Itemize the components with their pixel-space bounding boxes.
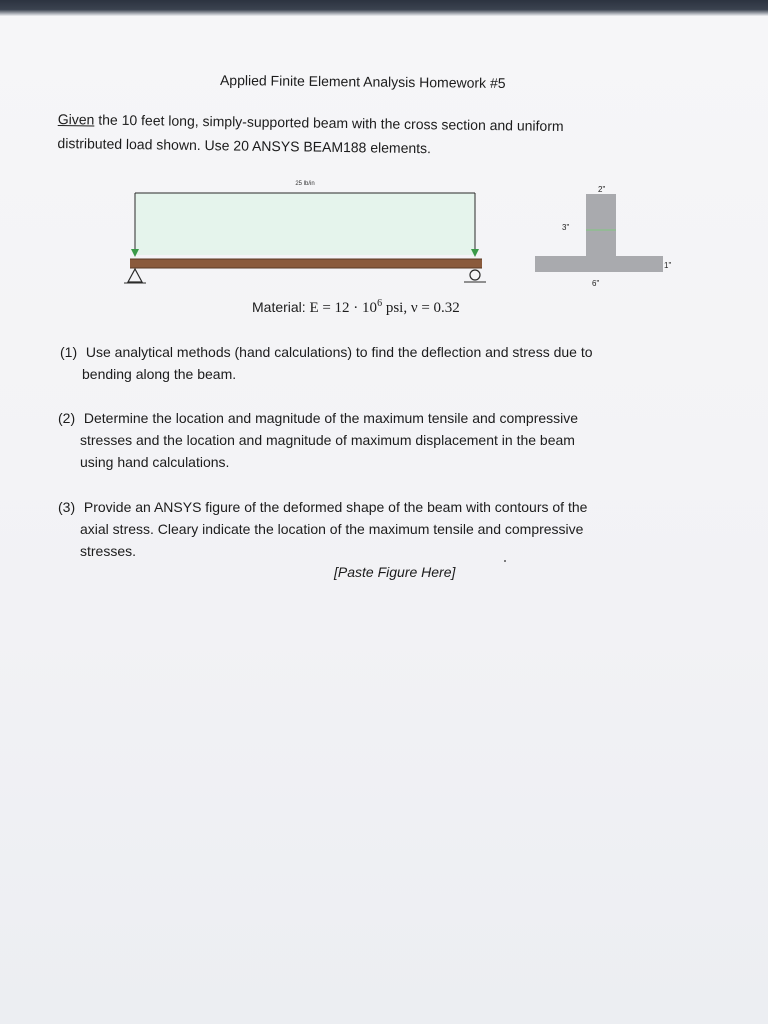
roller-support [470,270,480,280]
stray-mark [504,560,506,562]
section-flange [535,256,663,272]
question-3-number: (3) [58,499,76,515]
question-1-text-1: Use analytical methods (hand calculations) to find the deflection and stress due to [85,344,593,360]
document-title: Applied Finite Element Analysis Homework #5 [219,72,506,91]
question-2-line-1 [58,407,698,429]
web-height-label: 3" [562,223,570,232]
question-2 [58,407,698,473]
material-properties [252,298,460,317]
question-1-line-2: bending along the beam. [82,366,237,382]
material-equation: E = 12 · 10 [309,300,378,316]
cross-section-diagram [530,182,680,292]
material-label: Material: [252,299,306,315]
flange-width-label: 6" [592,279,600,288]
question-3-line-1 [58,496,698,518]
question-3 [58,496,698,562]
pin-support [128,269,142,282]
given-paragraph [57,107,698,164]
beam-body [130,259,482,268]
given-lead: Given [57,110,95,128]
figure-placeholder: [Paste Figure Here] [334,564,456,580]
question-3-line-2: axial stress. Cleary indicate the location of the maximum tensile and compressive [80,521,584,537]
paper-top-edge [0,0,768,16]
question-1 [60,341,700,385]
question-2-number: (2) [58,410,76,426]
section-web [586,194,616,256]
distributed-load-area [135,193,475,255]
given-line-2: distributed load shown. Use 20 ANSYS BEAM188 elements. [57,134,432,157]
question-3-line-3: stresses. [80,543,137,559]
question-2-text-1: Determine the location and magnitude of the maximum tensile and compressive [83,410,579,426]
load-label: 25 lb/in [295,181,315,187]
question-1-line-1 [60,341,700,363]
question-2-line-3: using hand calculations. [80,454,230,470]
given-line-1-text: the 10 feet long, simply-supported beam with the cross section and uniform [94,111,564,135]
question-1-number: (1) [60,344,78,360]
question-2-line-2: stresses and the location and magnitude of maximum displacement in the beam [80,432,575,448]
beam-diagram [120,175,500,295]
web-width-label: 2" [598,185,606,194]
flange-thickness-label: 1" [664,261,672,270]
material-unit: psi, ν = 0.32 [382,300,460,316]
material-exponent: 6 [377,298,383,309]
question-3-text-1: Provide an ANSYS figure of the deformed shape of the beam with contours of the [83,499,588,515]
